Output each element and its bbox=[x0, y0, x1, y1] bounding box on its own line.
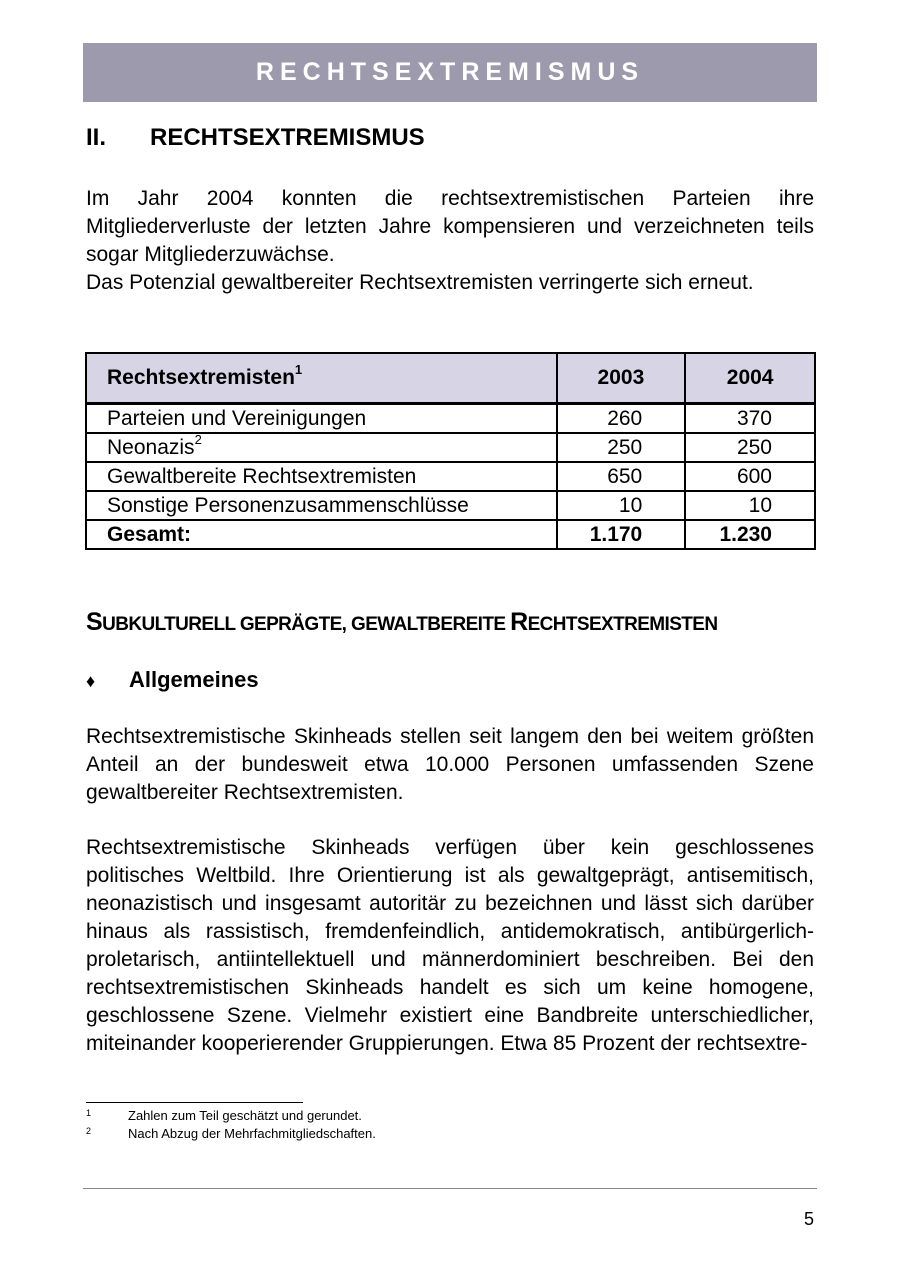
running-header-banner bbox=[83, 43, 817, 102]
footnote-ref: 2 bbox=[194, 431, 202, 447]
footnote-divider bbox=[86, 1102, 303, 1103]
section-heading: SUBKULTURELL GEPRÄGTE, GEWALTBEREITE RECHTSEXTREMISTEN bbox=[86, 608, 718, 636]
body-paragraph-1: Rechtsextremistische Skinheads stellen seit langem den bei weitem größten Anteil an der bundesweit etwa 10.000 Personen umfassenden Szene gewaltbereiter Rechtsextremisten. bbox=[86, 725, 814, 804]
row-label: Sonstige Personenzusammenschlüsse bbox=[86, 491, 557, 520]
footnote-text: Nach Abzug der Mehrfachmitgliedschaften. bbox=[128, 1126, 376, 1141]
table-header-row bbox=[86, 353, 815, 404]
row-value-2003: 650 bbox=[557, 462, 686, 491]
row-value-2003: 10 bbox=[557, 491, 686, 520]
row-label: Gewaltbereite Rechtsextremisten bbox=[86, 462, 557, 491]
chapter-number: II. bbox=[86, 124, 107, 151]
table-row bbox=[86, 404, 815, 434]
table-row bbox=[86, 491, 815, 520]
footnote-2 bbox=[86, 1125, 376, 1143]
body-paragraph-2: Rechtsextremistische Skinheads verfügen über kein geschlossenes politisches Weltbild. Ihre Orientierung ist als gewaltgeprägt, antisemitisch, neonazistisch und insgesamt autoritär zu bezeichnen und lässt sich darüber hinaus als rassistisch, fremdenfeindlich, antidemokratisch, antibürgerlich-proletarisch, antiintellektuell und männerdominiert beschreiben. Bei den rechtsextremistischen Skinheads handelt es sich um keine homogene, geschlossene Szene. Vielmehr existiert eine Bandbreite unterschiedlicher, miteinander kooperierender Gruppierungen. Etwa 85 Prozent der rechtsextre- bbox=[86, 836, 814, 1055]
row-value-2003: 250 bbox=[557, 433, 686, 462]
footnote-mark: 2 bbox=[86, 1126, 92, 1136]
row-label: Parteien und Vereinigungen bbox=[86, 404, 557, 434]
footnote-text: Zahlen zum Teil geschätzt und gerundet. bbox=[128, 1108, 362, 1123]
row-value-2004: 370 bbox=[685, 404, 815, 434]
diamond-bullet-icon: ♦ bbox=[86, 671, 96, 691]
chapter-title: RECHTSEXTREMISMUS bbox=[150, 124, 425, 151]
subsection-heading bbox=[86, 667, 259, 693]
page-number: 5 bbox=[803, 1209, 814, 1229]
footer-divider bbox=[83, 1188, 817, 1189]
table-row bbox=[86, 433, 815, 462]
row-value-2004: 600 bbox=[685, 462, 815, 491]
row-value-2004: 250 bbox=[685, 433, 815, 462]
row-label: Neonazis$^2$ bbox=[86, 433, 557, 462]
row-value-2004: 10 bbox=[685, 491, 815, 520]
table-header-label: Rechtsextremisten$^1$ bbox=[86, 353, 557, 404]
table-row bbox=[86, 462, 815, 491]
total-value-2003: 1.170 bbox=[557, 520, 686, 549]
footnote-ref: 1 bbox=[294, 362, 303, 377]
chapter-heading bbox=[86, 124, 425, 152]
table-total-row bbox=[86, 520, 815, 549]
intro-paragraph-2: Das Potenzial gewaltbereiter Rechtsextremisten verringerte sich erneut. bbox=[86, 271, 754, 294]
intro-paragraph-1: Im Jahr 2004 konnten die rechtsextremistischen Parteien ihre Mitgliederverluste der letzten Jahre kompensieren und verzeichneten teils sogar Mitgliederzuwächse. bbox=[86, 187, 814, 266]
subsection-title: Allgemeines bbox=[129, 667, 259, 692]
table-header-2003: 2003 bbox=[557, 353, 686, 404]
table-header-2004: 2004 bbox=[685, 353, 815, 404]
total-label: Gesamt: bbox=[86, 520, 557, 549]
statistics-table bbox=[85, 352, 816, 550]
total-value-2004: 1.230 bbox=[685, 520, 815, 549]
running-header-text: RECHTSEXTREMISMUS bbox=[255, 58, 645, 86]
row-value-2003: 260 bbox=[557, 404, 686, 434]
footnote-mark: 1 bbox=[86, 1108, 92, 1118]
